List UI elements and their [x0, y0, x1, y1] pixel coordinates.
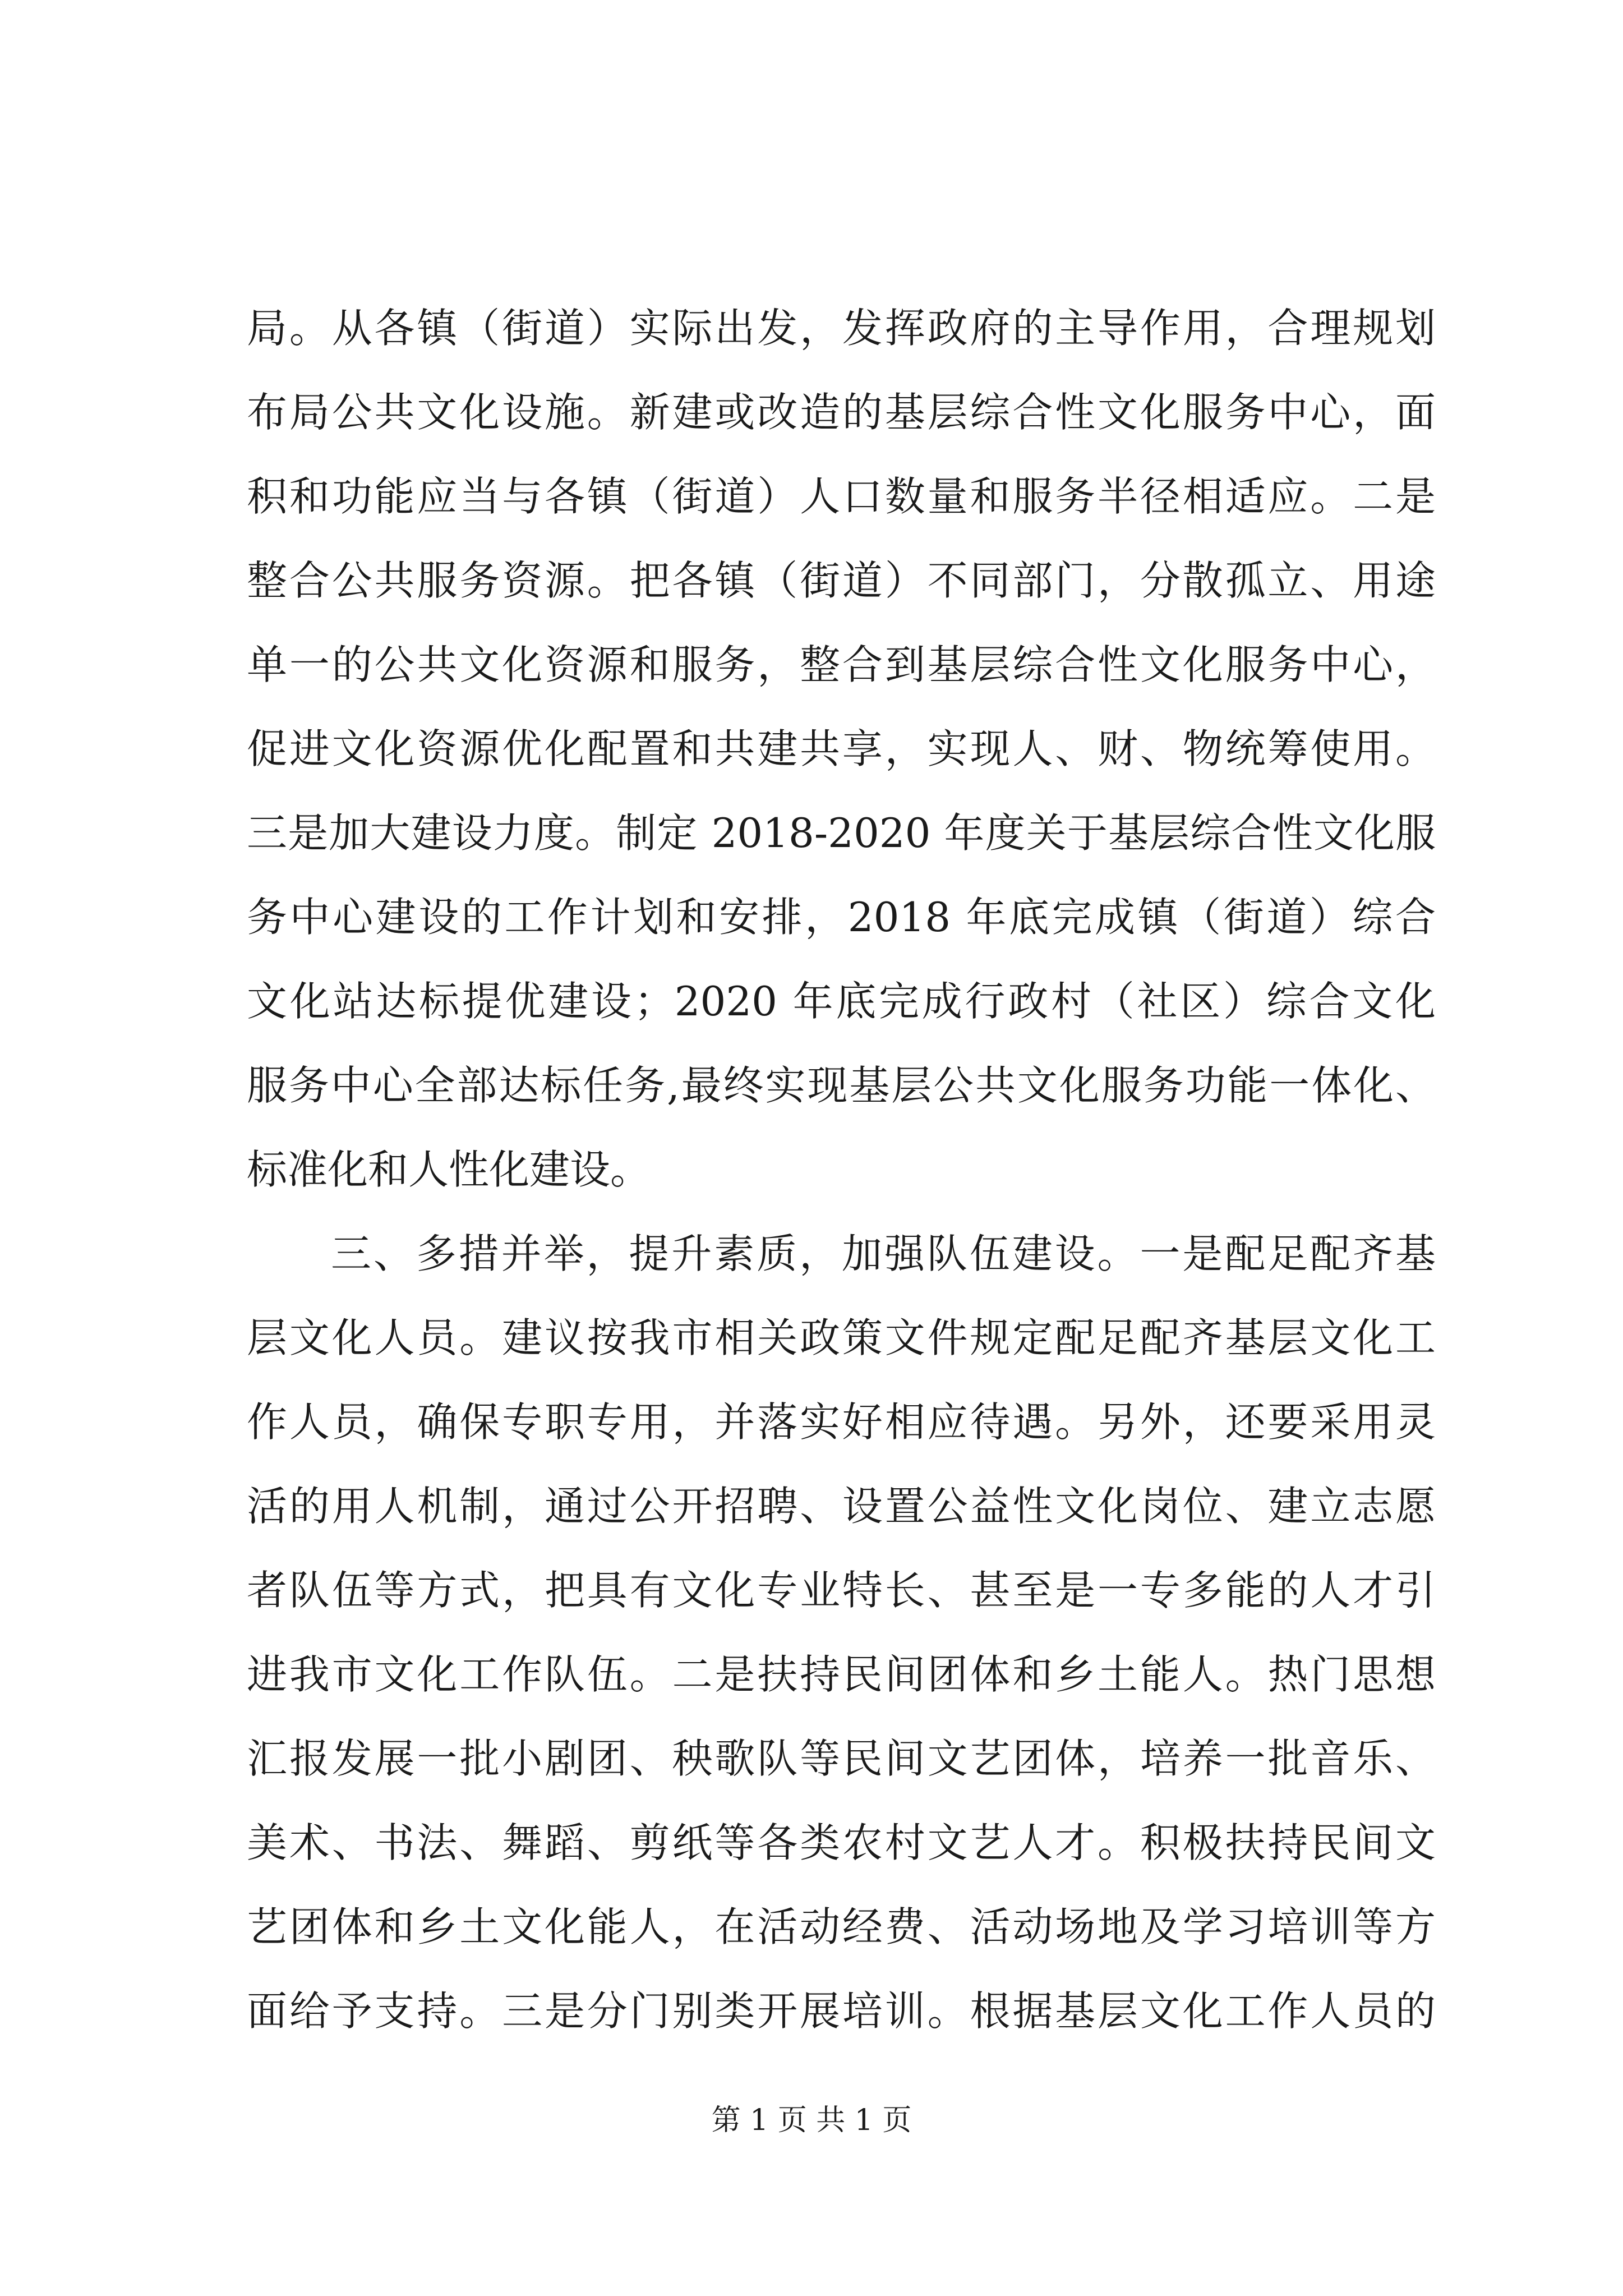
text-line: 务中心建设的工作计划和安排，2018 年底完成镇（街道）综合	[247, 894, 1436, 941]
page-footer: 第 1 页 共 1 页	[711, 2104, 912, 2137]
text-line: 者队伍等方式，把具有文化专业特长、甚至是一专多能的人才引	[247, 1567, 1436, 1614]
text-line: 艺团体和乡土文化能人，在活动经费、活动场地及学习培训等方	[247, 1903, 1436, 1950]
text-line: 汇报发展一批小剧团、秧歌队等民间文艺团体，培养一批音乐、	[247, 1735, 1436, 1782]
text-line: 层文化人员。建议按我市相关政策文件规定配足配齐基层文化工	[247, 1314, 1436, 1361]
text-line: 促进文化资源优化配置和共建共享，实现人、财、物统筹使用。	[247, 725, 1436, 772]
text-line: 整合公共服务资源。把各镇（街道）不同部门，分散孤立、用途	[247, 557, 1436, 604]
text-line: 服务中心全部达标任务,最终实现基层公共文化服务功能一体化、	[247, 1062, 1436, 1109]
text-line: 活的用人机制，通过公开招聘、设置公益性文化岗位、建立志愿	[247, 1483, 1436, 1530]
text-line: 局。从各镇（街道）实际出发，发挥政府的主导作用，合理规划	[247, 305, 1436, 352]
text-line: 标准化和人性化建设。	[247, 1146, 651, 1193]
text-line: 面给予支持。三是分门别类开展培训。根据基层文化工作人员的	[247, 1987, 1436, 2035]
text-line: 文化站达标提优建设；2020 年底完成行政村（社区）综合文化	[247, 978, 1436, 1025]
text-line: 作人员，确保专职专用，并落实好相应待遇。另外，还要采用灵	[247, 1398, 1436, 1446]
text-line: 美术、书法、舞蹈、剪纸等各类农村文艺人才。积极扶持民间文	[247, 1819, 1436, 1866]
text-line: 积和功能应当与各镇（街道）人口数量和服务半径相适应。二是	[247, 473, 1436, 520]
text-line: 布局公共文化设施。新建或改造的基层综合性文化服务中心，面	[247, 389, 1436, 436]
text-line: 进我市文化工作队伍。二是扶持民间团体和乡土能人。热门思想	[247, 1651, 1436, 1698]
paragraph-heading-line: 三、多措并举，提升素质，加强队伍建设。一是配足配齐基	[331, 1230, 1436, 1277]
text-line: 三是加大建设力度。制定 2018-2020 年度关于基层综合性文化服	[247, 809, 1436, 857]
text-line: 单一的公共文化资源和服务，整合到基层综合性文化服务中心，	[247, 641, 1436, 688]
